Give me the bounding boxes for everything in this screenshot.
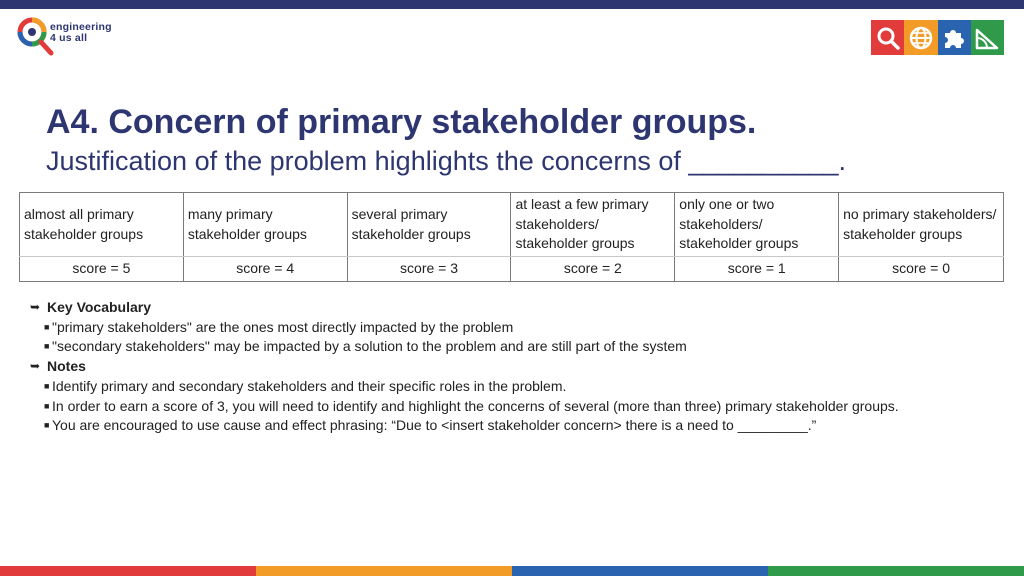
- bottom-color-strip: [0, 566, 1024, 576]
- rubric-score-row: [20, 257, 1004, 282]
- score-1: score = 1: [675, 257, 839, 282]
- search-icon: [871, 20, 904, 55]
- logo-line-1: engineering: [50, 21, 112, 33]
- vocabulary-heading: [30, 298, 899, 318]
- bullet-icon: ■: [44, 380, 50, 391]
- score-5: score = 5: [20, 257, 184, 282]
- strip-red: [0, 566, 256, 576]
- rubric-description-row: [20, 193, 1004, 257]
- arrow-icon: ➥: [30, 359, 41, 374]
- bullet-icon: ■: [44, 341, 50, 352]
- vocabulary-item-text: "secondary stakeholders" may be impacted by a solution to the problem and are still part of the system: [52, 338, 687, 355]
- rubric-cell-1: only one or two stakeholders/ stakeholder groups: [675, 193, 839, 257]
- scoring-rubric-table: [19, 192, 1004, 282]
- strip-orange: [256, 566, 512, 576]
- bullet-icon: ■: [44, 420, 50, 431]
- top-accent-bar: [0, 0, 1024, 9]
- arrow-icon: ➥: [30, 300, 41, 314]
- notes-section: [30, 298, 899, 436]
- rubric-cell-4: many primary stakeholder groups: [183, 193, 347, 257]
- note-item-text: In order to earn a score of 3, you will need to identify and highlight the concerns of several (more than three) primary stakeholder groups.: [52, 397, 899, 414]
- protractor-icon: [971, 20, 1004, 55]
- vocabulary-item-text: "primary stakeholders" are the ones most directly impacted by the problem: [52, 318, 514, 335]
- logo-wordmark: [50, 22, 112, 44]
- note-item-text: Identify primary and secondary stakeholders and their specific roles in the problem.: [52, 377, 567, 394]
- score-2: score = 2: [511, 257, 675, 282]
- logo-line-2: 4 us all: [50, 32, 88, 44]
- rubric-cell-2: at least a few primary stakeholders/ stakeholder groups: [511, 193, 675, 257]
- notes-heading-text: Notes: [47, 358, 86, 375]
- page-title: A4. Concern of primary stakeholder groups.: [46, 103, 757, 141]
- list-item: [30, 377, 899, 397]
- note-item-text: You are encouraged to use cause and effect phrasing: “Due to <insert stakeholder concern> there is a need to _________.”: [52, 417, 817, 434]
- engineering-4-us-all-logo: [16, 16, 126, 58]
- list-item: [30, 416, 899, 436]
- bullet-icon: ■: [44, 400, 50, 411]
- list-item: [30, 318, 899, 338]
- vocabulary-heading-text: Key Vocabulary: [47, 299, 152, 315]
- list-item: [30, 337, 899, 357]
- rubric-cell-0: no primary stakeholders/ stakeholder groups: [839, 193, 1004, 257]
- score-3: score = 3: [347, 257, 511, 282]
- strip-blue: [512, 566, 768, 576]
- list-item: [30, 397, 899, 417]
- theme-icon-strip: [871, 20, 1004, 55]
- globe-icon: [904, 20, 937, 55]
- rubric-cell-3: several primary stakeholder groups: [347, 193, 511, 257]
- puzzle-icon: [938, 20, 971, 55]
- rubric-cell-5: almost all primary stakeholder groups: [20, 193, 184, 257]
- notes-heading: [30, 357, 899, 377]
- page-subtitle: Justification of the problem highlights the concerns of __________.: [46, 146, 847, 176]
- bullet-icon: ■: [44, 321, 50, 332]
- score-0: score = 0: [839, 257, 1004, 282]
- score-4: score = 4: [183, 257, 347, 282]
- strip-green: [768, 566, 1024, 576]
